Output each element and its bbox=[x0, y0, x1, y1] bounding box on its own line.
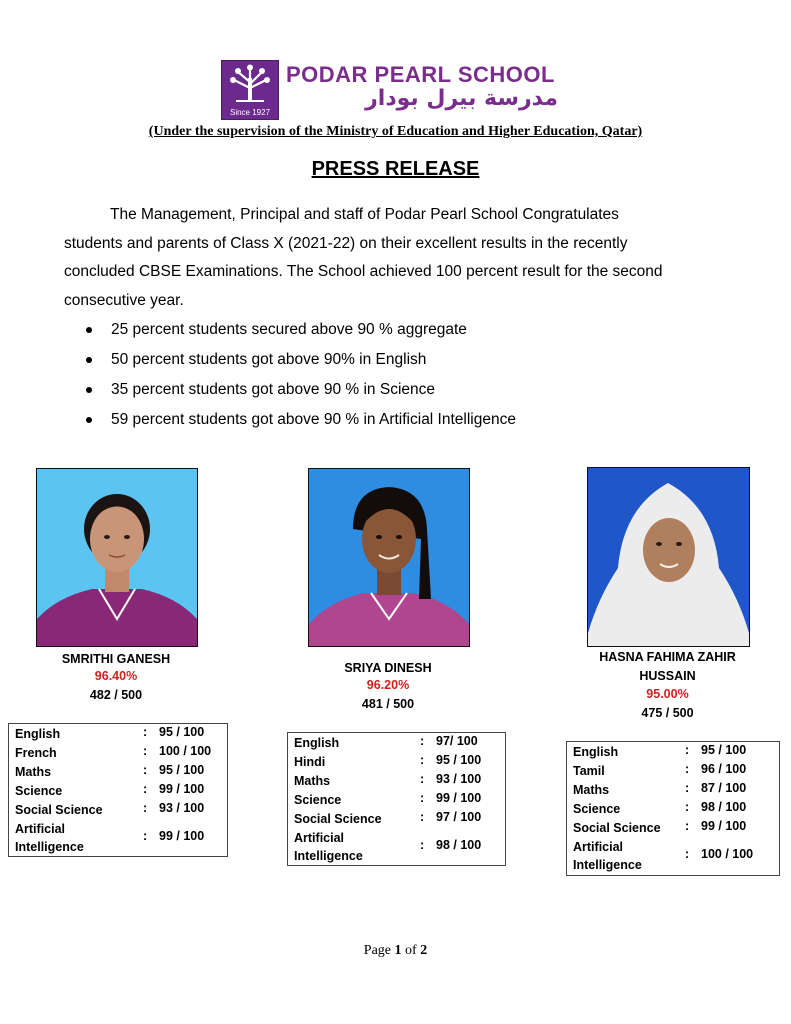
student-percent: 96.20% bbox=[366, 678, 410, 692]
school-name-arabic: مدرسة بيرل بودار bbox=[365, 86, 558, 111]
school-logo bbox=[221, 60, 279, 120]
list-item: 59 percent students got above 90 % in Artificial Intelligence bbox=[86, 406, 516, 436]
student-name-line2: HUSSAIN bbox=[639, 669, 696, 683]
supervision-note: (Under the supervision of the Ministry of Education and Higher Education, Qatar) bbox=[148, 124, 643, 139]
table-row: Science : 98 / 100 bbox=[573, 800, 747, 816]
student-name: SMRITHI GANESH bbox=[61, 652, 171, 666]
table-row: Hindi : 95 / 100 bbox=[294, 753, 482, 769]
page-number: Page 1 of 2 bbox=[363, 943, 428, 958]
table-row: French : 100 / 100 bbox=[15, 744, 212, 760]
marks-table-2 bbox=[287, 732, 506, 866]
table-row: English : 95 / 100 bbox=[15, 725, 205, 741]
intro-line-4: consecutive year. bbox=[64, 291, 184, 309]
table-row: Social Science : 93 / 100 bbox=[15, 801, 205, 817]
student-photo-2 bbox=[308, 468, 470, 647]
student-photo-3 bbox=[587, 467, 750, 647]
table-row: Maths : 93 / 100 bbox=[294, 772, 482, 788]
student-percent: 95.00% bbox=[646, 687, 689, 701]
intro-paragraph bbox=[64, 201, 744, 315]
page-title: PRESS RELEASE bbox=[311, 158, 480, 180]
tree-icon bbox=[226, 64, 274, 104]
bullet-icon bbox=[86, 387, 92, 393]
list-item: 50 percent students got above 90% in English bbox=[86, 346, 516, 376]
bullet-icon bbox=[86, 327, 92, 333]
table-row: Social Science : 99 / 100 bbox=[573, 819, 747, 835]
list-item: 25 percent students secured above 90 % aggregate bbox=[86, 316, 516, 346]
student-total: 475 / 500 bbox=[641, 706, 694, 720]
student-total: 482 / 500 bbox=[89, 688, 143, 702]
table-row: Artificial Intelligence : 100 / 100 bbox=[573, 840, 754, 872]
marks-table-1 bbox=[8, 723, 228, 857]
marks-table-3 bbox=[566, 741, 780, 876]
student-name: SRIYA DINESH bbox=[344, 661, 432, 675]
bullet-icon bbox=[86, 357, 92, 363]
table-row: English : 95 / 100 bbox=[573, 743, 747, 759]
table-row: Artificial Intelligence : 99 / 100 bbox=[15, 822, 205, 854]
logo-since-text: Since 1927 bbox=[229, 108, 271, 117]
student-percent: 96.40% bbox=[94, 669, 138, 683]
student-photo-1 bbox=[36, 468, 198, 647]
intro-line-1: The Management, Principal and staff of Podar Pearl School Congratulates bbox=[110, 206, 619, 223]
table-row: Social Science : 97 / 100 bbox=[294, 810, 482, 826]
table-row: Maths : 95 / 100 bbox=[15, 763, 205, 779]
student-total: 481 / 500 bbox=[361, 697, 415, 711]
table-row: Maths : 87 / 100 bbox=[573, 781, 747, 797]
intro-line-2: students and parents of Class X (2021-22) on their excellent results in the recently bbox=[64, 234, 628, 252]
table-row: Artificial Intelligence : 98 / 100 bbox=[294, 831, 482, 863]
bullet-icon bbox=[86, 417, 92, 423]
list-item: 35 percent students got above 90 % in Science bbox=[86, 376, 516, 406]
table-row: English : 97/ 100 bbox=[294, 734, 478, 750]
highlights-list bbox=[86, 316, 516, 436]
table-row: Science : 99 / 100 bbox=[294, 791, 482, 807]
school-name: PODAR PEARL SCHOOL bbox=[286, 62, 555, 87]
intro-line-3: concluded CBSE Examinations. The School achieved 100 percent result for the second bbox=[64, 263, 663, 280]
student-name: HASNA FAHIMA ZAHIR bbox=[599, 650, 736, 664]
table-row: Science : 99 / 100 bbox=[15, 782, 205, 798]
table-row: Tamil : 96 / 100 bbox=[573, 762, 747, 778]
